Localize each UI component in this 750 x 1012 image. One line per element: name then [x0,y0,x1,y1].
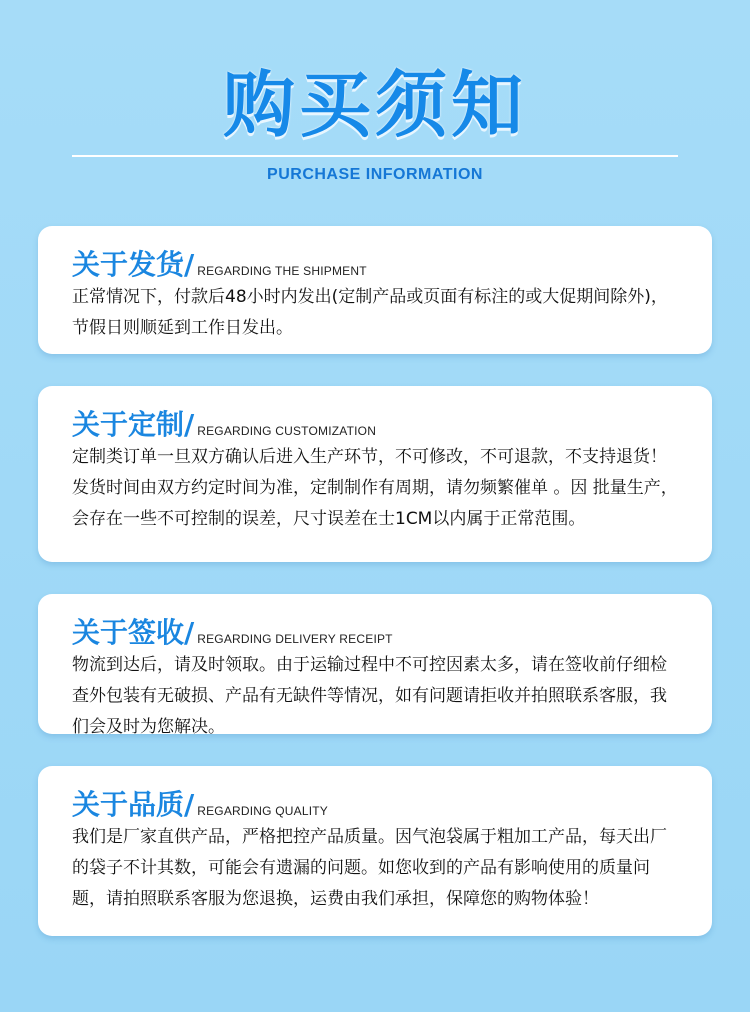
card-title: 关于品质/ [72,788,195,821]
card-body: 定制类订单一旦双方确认后进入生产环节，不可修改，不可退款，不支持退货！发货时间由双方约定时间为准，定制制作有周期，请勿频繁催单 。因 批量生产，会存在一些不可控制的误差，尺寸误差在士1CM以内属于正常范围。 [72,447,678,529]
card-title: 关于签收/ [72,616,195,649]
card-subtitle-en: REGARDING DELIVERY RECEIPT [197,632,393,646]
card-shipment [38,226,712,354]
card-header [72,784,678,822]
card-body: 物流到达后，请及时领取。由于运输过程中不可控因素太多，请在签收前仔细检查外包装有无破损、产品有无缺件等情况，如有问题请拒收并拍照联系客服，我们会及时为您解决。 [72,655,667,737]
card-title: 关于发货/ [72,248,195,281]
card-delivery-receipt [38,594,712,737]
card-title: 关于定制/ [72,408,195,441]
card-body: 正常情况下，付款后48小时内发出(定制产品或页面有标注的或大促期间除外)，节假日则顺延到工作日发出。 [72,287,668,338]
title-divider [72,155,678,157]
card-subtitle-en: REGARDING QUALITY [197,804,328,818]
page-subtitle: PURCHASE INFORMATION [267,166,483,183]
card-subtitle-en: REGARDING THE SHIPMENT [197,264,367,278]
card-header [72,404,678,442]
card-subtitle-en: REGARDING CUSTOMIZATION [197,424,377,438]
card-header [72,612,678,650]
card-customization [38,386,712,562]
card-quality [38,766,712,936]
card-body: 我们是厂家直供产品，严格把控产品质量。因气泡袋属于粗加工产品，每天出厂的袋子不计其数，可能会有遗漏的问题。如您收到的产品有影响使用的质量问题，请拍照联系客服为您退换，运费由我们承担，保障您的购物体验！ [72,827,667,909]
page-title: 购买须知 [222,63,527,147]
card-header [72,244,678,282]
